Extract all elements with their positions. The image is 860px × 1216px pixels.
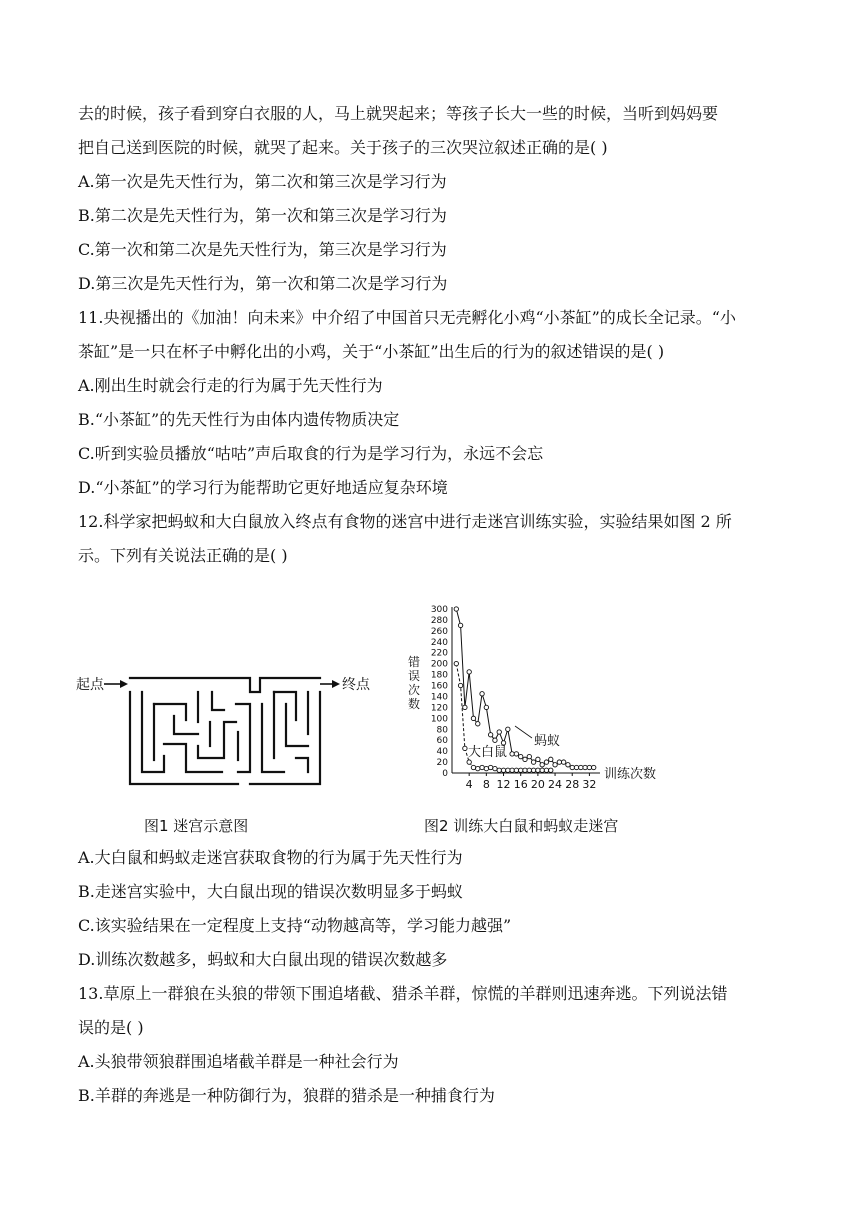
y-tick-label: 280 (430, 615, 448, 626)
data-point-rat (458, 683, 462, 687)
data-point-ant (514, 752, 518, 756)
end-arrow-icon (320, 680, 340, 688)
data-point-rat (454, 661, 458, 665)
data-point-rat (527, 768, 531, 772)
data-point-ant (587, 765, 591, 769)
y-axis-label: 错误次数 (408, 655, 421, 711)
data-point-ant (579, 765, 583, 769)
start-arrow-icon (104, 680, 128, 688)
data-point-rat (463, 746, 467, 750)
data-point-ant (544, 760, 548, 764)
maze-diagram (74, 660, 374, 790)
data-point-ant (527, 754, 531, 758)
data-point-ant (553, 763, 557, 767)
q10-option-c: C.第一次和第二次是先天性行为，第三次是学习行为 (78, 240, 447, 259)
data-point-rat (519, 768, 523, 772)
q11-stem-line-1: 11.央视播出的《加油！向未来》中介绍了中国首只无壳孵化小鸡“小茶缸”的成长全记录。“小 (78, 308, 736, 327)
data-point-ant (574, 765, 578, 769)
maze-start-label: 起点 (76, 677, 104, 693)
data-point-rat (476, 766, 480, 770)
x-tick-label: 32 (582, 778, 597, 788)
data-point-ant (506, 727, 510, 731)
y-tick-label: 100 (430, 714, 448, 725)
data-point-ant (476, 722, 480, 726)
y-tick-label: 220 (430, 648, 448, 659)
chart-ticks (431, 605, 597, 788)
data-point-ant (592, 765, 596, 769)
training-error-chart (396, 600, 686, 788)
data-point-rat (514, 768, 518, 772)
y-tick-label: 80 (436, 725, 448, 736)
data-point-ant (570, 765, 574, 769)
data-point-ant (561, 760, 565, 764)
data-point-ant (523, 757, 527, 761)
y-tick-label: 300 (430, 605, 448, 615)
data-point-rat (497, 768, 501, 772)
q13-option-a: A.头狼带领狼群围追堵截羊群是一种社会行为 (78, 1052, 399, 1071)
data-point-rat (510, 768, 514, 772)
q11-option-a: A.刚出生时就会行走的行为属于先天性行为 (78, 376, 383, 395)
data-point-rat (549, 768, 553, 772)
series-line-ant (456, 609, 593, 768)
data-point-ant (484, 705, 488, 709)
y-tick-label: 180 (430, 670, 448, 681)
y-tick-label: 240 (430, 637, 448, 648)
q11-option-d: D.“小茶缸”的学习行为能帮助它更好地适应复杂环境 (78, 478, 448, 497)
x-tick-label: 12 (496, 778, 511, 788)
y-tick-label: 140 (430, 692, 448, 703)
data-point-rat (471, 765, 475, 769)
q13-option-b: B.羊群的奔逃是一种防御行为，狼群的猎杀是一种捕食行为 (78, 1086, 495, 1105)
data-point-ant (583, 765, 587, 769)
data-point-ant (557, 760, 561, 764)
series-label-rat: 大白鼠 (468, 745, 508, 760)
y-tick-label: 120 (430, 703, 448, 714)
q10-stem-line-2: 把自己送到医院的时候，就哭了起来。关于孩子的三次哭泣叙述正确的是( ) (78, 138, 608, 157)
data-point-ant (536, 757, 540, 761)
q13-stem-line-1: 13.草原上一群狼在头狼的带领下围追堵截、猎杀羊群，惊慌的羊群则迅速奔逃。下列说法错 (78, 984, 728, 1003)
data-point-ant (493, 738, 497, 742)
q12-stem-line-2: 示。下列有关说法正确的是( ) (78, 546, 288, 565)
x-axis-label: 训练次数 (604, 767, 657, 782)
x-tick-label: 16 (513, 778, 528, 788)
data-point-ant (519, 754, 523, 758)
y-tick-label: 40 (436, 747, 448, 758)
data-point-rat (484, 766, 488, 770)
q11-stem-line-2: 茶缸”是一只在杯子中孵化出的小鸡，关于“小茶缸”出生后的行为的叙述错误的是( ) (78, 342, 665, 361)
maze-walls (130, 678, 320, 784)
x-tick-label: 8 (482, 778, 490, 788)
data-point-rat (488, 765, 492, 769)
q12-option-d: D.训练次数越多，蚂蚁和大白鼠出现的错误次数越多 (78, 950, 448, 969)
x-tick-label: 20 (530, 778, 545, 788)
q10-option-d: D.第三次是先天性行为，第一次和第二次是学习行为 (78, 274, 448, 293)
q10-option-a: A.第一次是先天性行为，第二次和第三次是学习行为 (78, 172, 447, 191)
data-point-ant (471, 716, 475, 720)
data-point-ant (480, 692, 484, 696)
data-point-rat (493, 766, 497, 770)
q10-option-b: B.第二次是先天性行为，第一次和第三次是学习行为 (78, 206, 447, 225)
q11-option-c: C.听到实验员播放“咕咕”声后取食的行为是学习行为，永远不会忘 (78, 444, 544, 463)
maze-end-label: 终点 (342, 677, 370, 693)
figure2-caption: 图2 训练大白鼠和蚂蚁走迷宫 (424, 817, 619, 835)
y-tick-label: 260 (430, 626, 448, 637)
data-point-rat (501, 768, 505, 772)
data-point-ant (497, 730, 501, 734)
x-tick-label: 4 (465, 778, 473, 788)
y-tick-label: 160 (430, 681, 448, 692)
data-point-ant (458, 623, 462, 627)
data-point-ant (467, 670, 471, 674)
q12-option-a: A.大白鼠和蚂蚁走迷宫获取食物的行为属于先天性行为 (78, 848, 463, 867)
data-point-ant (488, 733, 492, 737)
data-point-rat (506, 768, 510, 772)
data-point-ant (454, 607, 458, 611)
x-tick-label: 24 (548, 778, 563, 788)
data-point-rat (467, 760, 471, 764)
data-point-rat (536, 768, 540, 772)
data-point-ant (566, 763, 570, 767)
data-point-rat (540, 768, 544, 772)
data-point-ant (510, 752, 514, 756)
y-tick-label: 60 (436, 736, 448, 747)
q12-option-b: B.走迷宫实验中，大白鼠出现的错误次数明显多于蚂蚁 (78, 882, 463, 901)
ant-leader-line (515, 726, 532, 738)
q13-stem-line-2: 误的是( ) (78, 1018, 144, 1037)
data-point-ant (531, 760, 535, 764)
data-point-ant (463, 705, 467, 709)
series-label-ant: 蚂蚁 (534, 734, 561, 749)
q11-option-b: B.“小茶缸”的先天性行为由体内遗传物质决定 (78, 410, 400, 429)
figure1-caption: 图1 迷宫示意图 (144, 817, 249, 835)
data-point-ant (540, 763, 544, 767)
q10-stem-line-1: 去的时候，孩子看到穿白衣服的人，马上就哭起来；等孩子长大一些的时候，当听到妈妈要 (78, 104, 719, 123)
y-tick-label: 200 (430, 659, 448, 670)
data-point-ant (549, 757, 553, 761)
q12-stem-line-1: 12.科学家把蚂蚁和大白鼠放入终点有食物的迷宫中进行走迷宫训练实验，实验结果如图 2 所 (78, 512, 732, 531)
y-tick-label: 20 (436, 758, 448, 769)
data-point-rat (531, 768, 535, 772)
data-point-rat (523, 768, 527, 772)
q12-option-c: C.该实验结果在一定程度上支持“动物越高等，学习能力越强” (78, 916, 512, 935)
x-tick-label: 28 (565, 778, 580, 788)
y-tick-label: 0 (442, 769, 448, 779)
data-point-rat (544, 768, 548, 772)
data-point-rat (480, 765, 484, 769)
